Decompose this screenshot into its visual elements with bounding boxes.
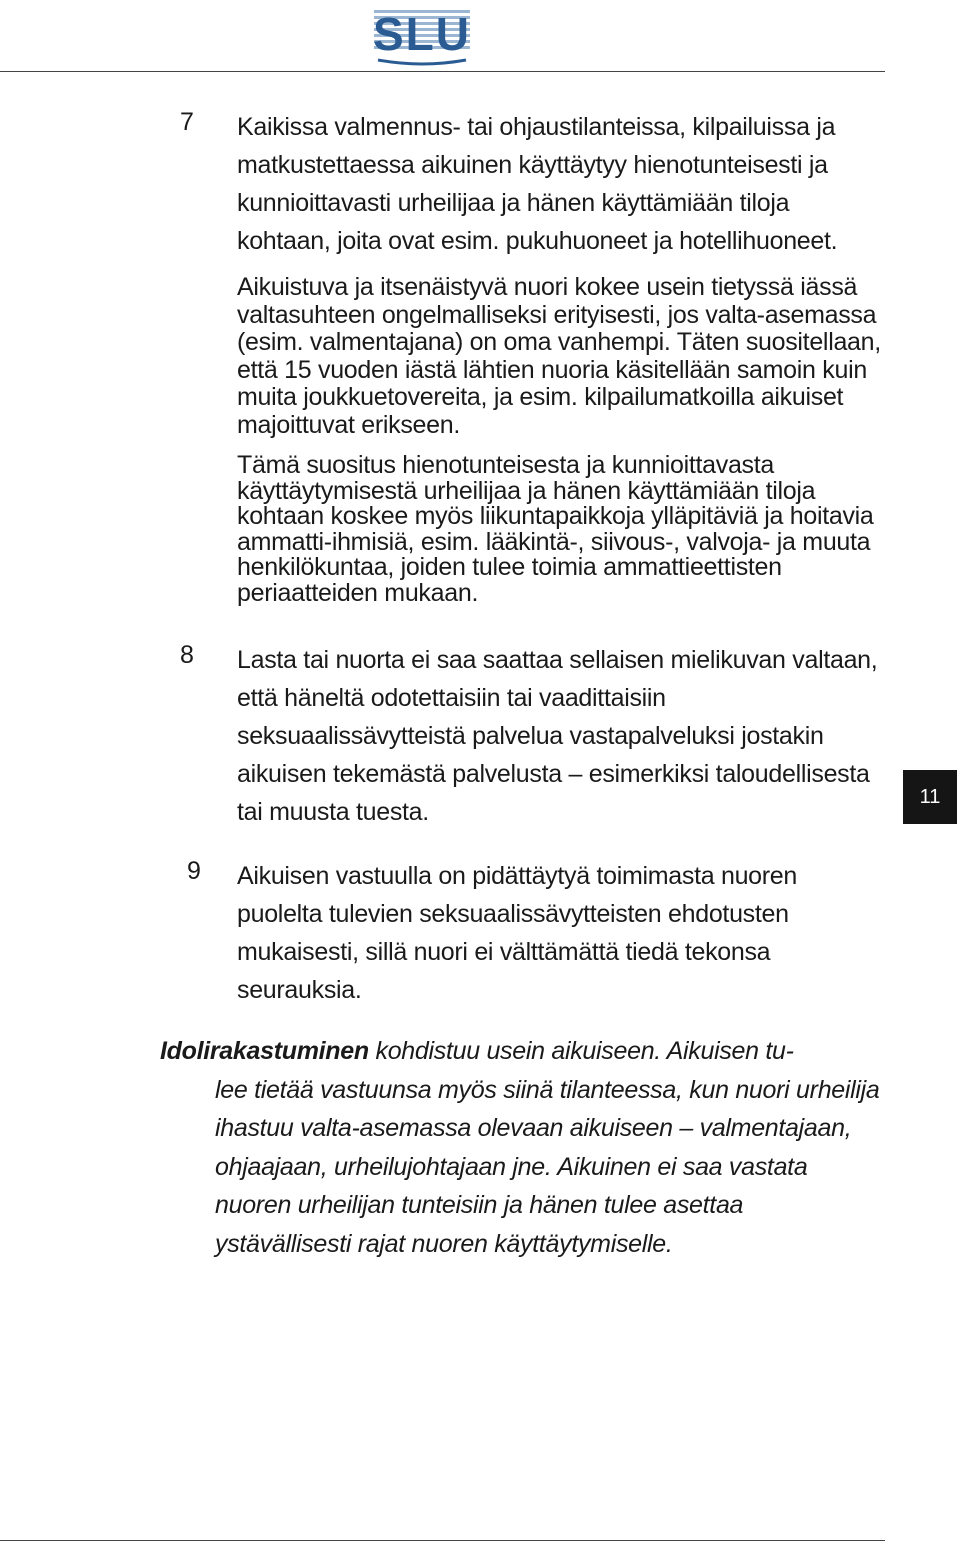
slu-logo xyxy=(370,4,474,68)
page-number-tab: 11 xyxy=(903,770,957,824)
list-item-9 xyxy=(160,857,885,1009)
item-paragraph: Tämä suositus hienotunteisesta ja kunnioittavasta käyttäytymisestä urheilijaa ja hänen käyttämiään tiloja kohtaan koskee myös liikuntapaikkoja ylläpitäviä ja hoitavia ammatti-ihmisiä, esim. lääkintä-, siivous-, valvoja- ja muuta henkilökuntaa, joiden tulee toimia ammattieettisten periaatteiden mukaan. xyxy=(237,451,874,607)
item-paragraph: Aikuisen vastuulla on pidättäytyä toimimasta nuoren puolelta tulevien seksuaalissävytteisten ehdotusten mukaisesti, sillä nuori ei välttämättä tiedä tekonsa seurauksia. xyxy=(237,862,798,1004)
item-body xyxy=(237,641,885,831)
list-item-8 xyxy=(160,641,885,831)
item-body xyxy=(237,857,885,1009)
closing-rest: lee tietää vastuunsa myös siinä tilanteessa, kun nuori urheilija ihastuu valta-asemassa olevaan aikuiseen – valmentajaan, ohjaajaan, urheilujohtajaan jne. Aikuinen ei saa vastata nuoren urheilijan tunteisiin ja hänen tulee asettaa ystävällisesti rajat nuoren käyttäytymiselle. xyxy=(215,1075,880,1258)
item-number: 7 xyxy=(180,108,194,136)
list-item-7 xyxy=(160,108,885,606)
item-number: 9 xyxy=(187,857,201,885)
logo-wordmark: SLU xyxy=(373,8,471,60)
header-divider xyxy=(0,71,885,72)
closing-term: Idolirakastuminen xyxy=(160,1037,369,1065)
item-paragraph: Lasta tai nuorta ei saa saattaa sellaisen mielikuvan valtaan, että häneltä odotettaisiin tai vaadittaisiin seksuaalissävytteistä palvelua vastapalveluksi jostakin aikuisen tekemästä palvelusta – esimerkiksi taloudellisesta tai muusta tuesta. xyxy=(237,646,878,826)
closing-paragraph xyxy=(160,1032,885,1263)
item-body xyxy=(237,108,885,606)
item-number: 8 xyxy=(180,641,194,669)
footer-divider xyxy=(0,1540,885,1541)
item-paragraph: Kaikissa valmennus- tai ohjaustilanteissa, kilpailuissa ja matkustettaessa aikuinen käyttäytyy hienotunteisesti ja kunnioittavasti urheilijaa ja hänen käyttämiään tiloja kohtaan, joita ovat esim. pukuhuoneet ja hotellihuoneet. xyxy=(237,113,838,255)
item-paragraph: Aikuistuva ja itsenäistyvä nuori kokee usein tietyssä iässä valtasuhteen ongelmalliseksi erityisesti, jos valta-asemassa (esim. valmentajana) on oma vanhempi. Täten suositellaan, että 15 vuoden iästä lähtien nuoria käsitellään samoin kuin muita joukkuetovereita, ja esim. kilpailumatkoilla aikuiset majoittuvat erikseen. xyxy=(237,273,881,439)
closing-first-line: kohdistuu usein aikuiseen. Aikuisen tu- xyxy=(368,1037,794,1065)
